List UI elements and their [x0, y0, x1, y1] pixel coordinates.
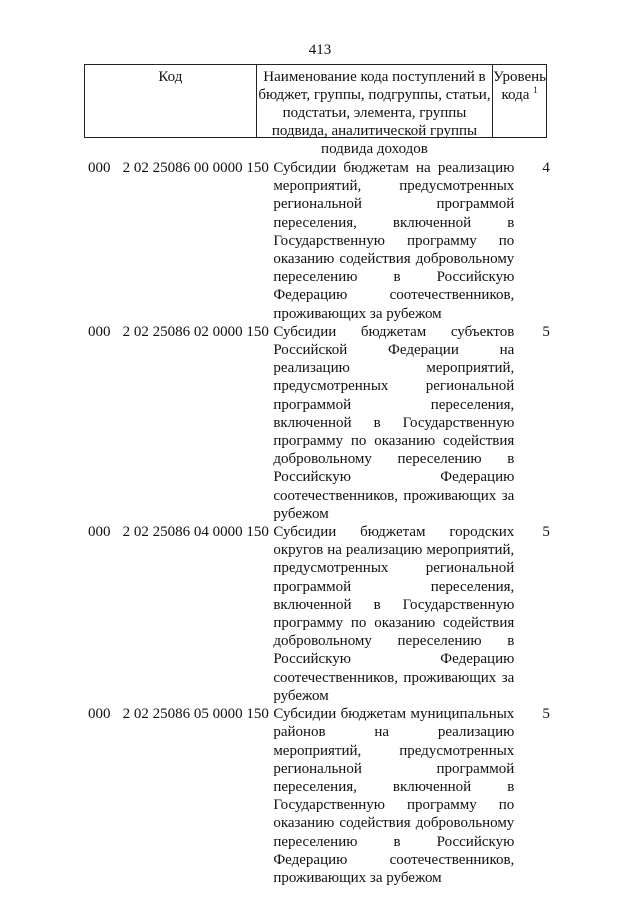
row-name: Субсидии бюджетам муниципальных районов на реализацию мероприятий, предусмотренных региональной программой переселения, включенной в Государственную программу по оказанию содействия добровольному переселению в Российскую Федерацию соотечественников, проживающих за рубежом: [273, 706, 515, 886]
header-level: [493, 65, 546, 137]
page-number: 413: [308, 42, 332, 58]
row-code: 2 02 25086 04 0000 150: [122, 524, 269, 541]
row-code: 2 02 25086 00 0000 150: [122, 160, 269, 176]
row-name: Субсидии бюджетам городских округов на реализацию мероприятий, предусмотренных региональной программой переселения, включенной в Государственную программу по оказанию содействия добровольному переселению в Российскую Федерацию соотечественников, проживающих за рубежом: [273, 524, 515, 704]
table-row: [84, 323, 574, 523]
table-row: [84, 523, 574, 705]
row-level: 5: [542, 706, 550, 723]
row-admin-code: 000: [88, 160, 111, 176]
table-header: [84, 64, 547, 157]
header-level-footnote: 1: [533, 85, 538, 95]
row-name: Субсидии бюджетам на реализацию мероприятий, предусмотренных региональной программой переселения, включенной в Государственную программу по оказанию содействия добровольному переселению в Российскую Федерацию соотечественников, проживающих за рубежом: [273, 160, 515, 322]
header-code-label: Код: [158, 69, 183, 85]
row-code: 2 02 25086 02 0000 150: [122, 323, 269, 340]
header-level-label: Уровень кода: [493, 69, 546, 103]
row-admin-code: 000: [88, 706, 111, 723]
row-name: Субсидии бюджетам субъектов Российской Федерации на реализацию мероприятий, предусмотренных региональной программой переселения, включенной в Государственную программу по оказанию содействия добровольному переселению в Российскую Федерацию соотечественников, проживающих за рубежом: [273, 323, 515, 522]
row-admin-code: 000: [88, 323, 111, 340]
table-body: [84, 159, 574, 887]
table-row: [84, 159, 574, 323]
row-level: 5: [542, 323, 550, 340]
row-admin-code: 000: [88, 524, 111, 541]
row-level: 4: [542, 160, 550, 176]
row-code: 2 02 25086 05 0000 150: [122, 706, 269, 723]
row-level: 5: [542, 524, 550, 541]
table-row: [84, 705, 574, 887]
header-name: [257, 65, 493, 157]
header-name-label: Наименование кода поступлений в бюджет, группы, подгруппы, статьи, подстатьи, элемента, группы подвида, аналитической группы подвида доходов: [258, 69, 491, 157]
header-code: [85, 65, 257, 137]
